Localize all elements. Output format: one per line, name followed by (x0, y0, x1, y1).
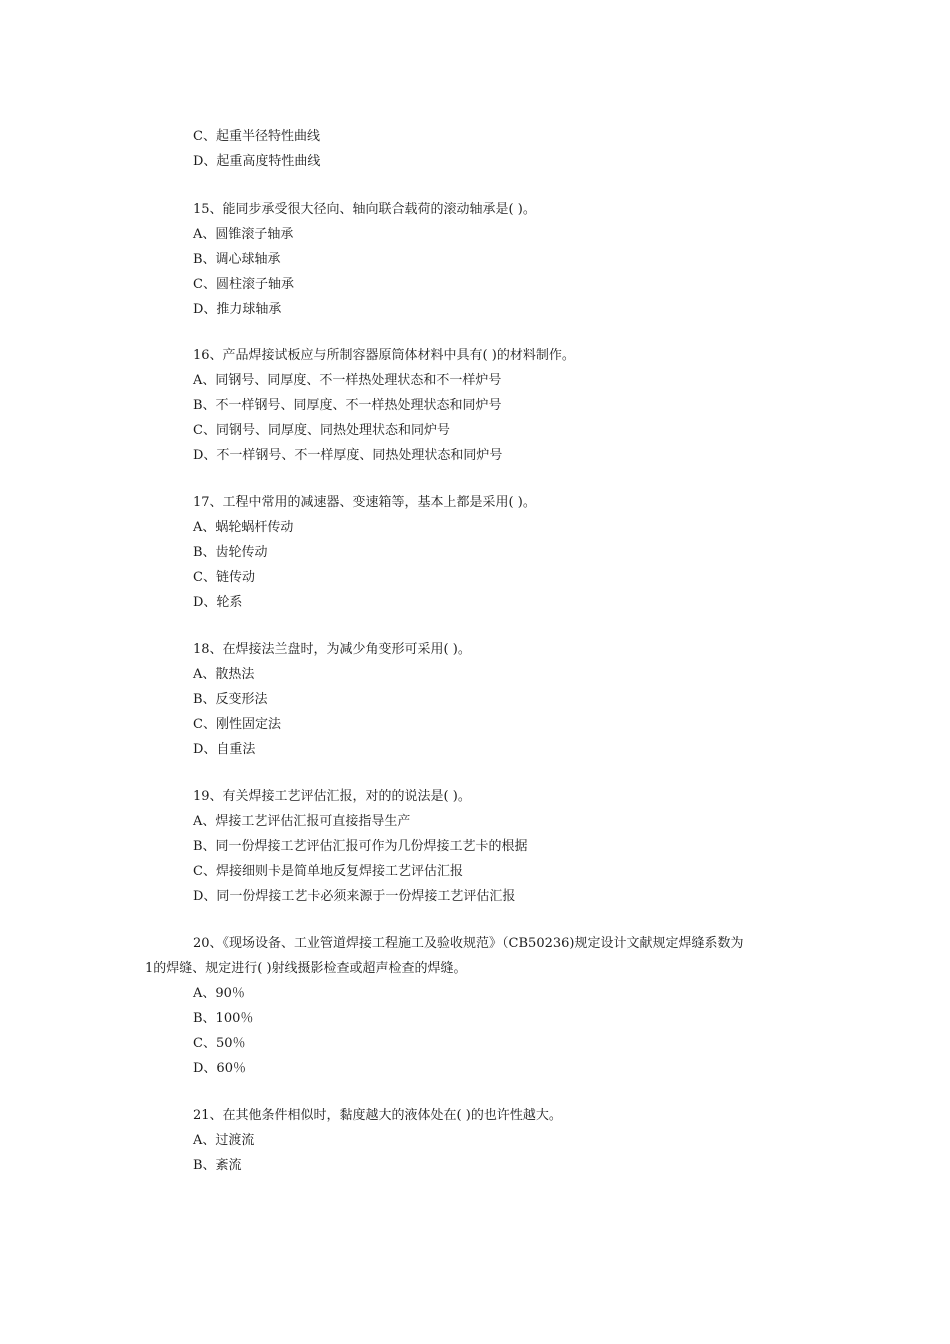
question-18-stem: 18、在焊接法兰盘时，为减少角变形可采用( )。 (193, 642, 471, 657)
question-19-option-c: C、焊接细则卡是简单地反复焊接工艺评估汇报 (193, 864, 463, 879)
question-20-option-a: A、90％ (193, 986, 245, 1001)
question-19-option-d: D、同一份焊接工艺卡必须来源于一份焊接工艺评估汇报 (193, 889, 516, 904)
option-c-q14: C、起重半径特性曲线 (193, 129, 320, 144)
question-17-option-a: A、蜗轮蜗杆传动 (193, 520, 294, 535)
question-16-option-d: D、不一样钢号、不一样厚度、同热处理状态和同炉号 (193, 448, 503, 463)
question-19-option-b: B、同一份焊接工艺评估汇报可作为几份焊接工艺卡的根据 (193, 839, 528, 854)
question-21-option-b: B、紊流 (193, 1158, 242, 1173)
question-20-stem-continued: 1的焊缝、规定进行( )射线摄影检查或超声检查的焊缝。 (145, 961, 467, 976)
question-18-option-b: B、反变形法 (193, 692, 268, 707)
question-20-option-b: B、100％ (193, 1011, 254, 1026)
question-16-option-b: B、不一样钢号、同厚度、不一样热处理状态和同炉号 (193, 398, 502, 413)
question-20-option-c: C、50％ (193, 1036, 246, 1051)
question-20-option-d: D、60％ (193, 1061, 246, 1076)
question-20-stem: 20、《现场设备、工业管道焊接工程施工及验收规范》（CB50236)规定设计文献规定焊缝系数为 (193, 936, 744, 951)
question-15-option-c: C、圆柱滚子轴承 (193, 277, 294, 292)
question-15-option-d: D、推力球轴承 (193, 302, 282, 317)
question-21-stem: 21、在其他条件相似时，黏度越大的液体处在( )的也许性越大。 (193, 1108, 562, 1123)
question-21-option-a: A、过渡流 (193, 1133, 255, 1148)
question-15-option-b: B、调心球轴承 (193, 252, 281, 267)
question-19-stem: 19、有关焊接工艺评估汇报，对的的说法是( )。 (193, 789, 471, 804)
question-15-stem: 15、能同步承受很大径向、轴向联合载荷的滚动轴承是( )。 (193, 202, 536, 217)
question-17-option-c: C、链传动 (193, 570, 255, 585)
question-18-option-c: C、刚性固定法 (193, 717, 281, 732)
question-18-option-d: D、自重法 (193, 742, 256, 757)
question-16-stem: 16、产品焊接试板应与所制容器原筒体材料中具有( )的材料制作。 (193, 348, 575, 363)
question-19-option-a: A、焊接工艺评估汇报可直接指导生产 (193, 814, 411, 829)
question-17-option-d: D、轮系 (193, 595, 243, 610)
question-15-option-a: A、圆锥滚子轴承 (193, 227, 294, 242)
option-d-q14: D、起重高度特性曲线 (193, 154, 321, 169)
question-17-option-b: B、齿轮传动 (193, 545, 268, 560)
question-18-option-a: A、散热法 (193, 667, 255, 682)
question-16-option-c: C、同钢号、同厚度、同热处理状态和同炉号 (193, 423, 450, 438)
question-17-stem: 17、工程中常用的减速器、变速箱等，基本上都是采用( )。 (193, 495, 536, 510)
question-16-option-a: A、同钢号、同厚度、不一样热处理状态和不一样炉号 (193, 373, 502, 388)
